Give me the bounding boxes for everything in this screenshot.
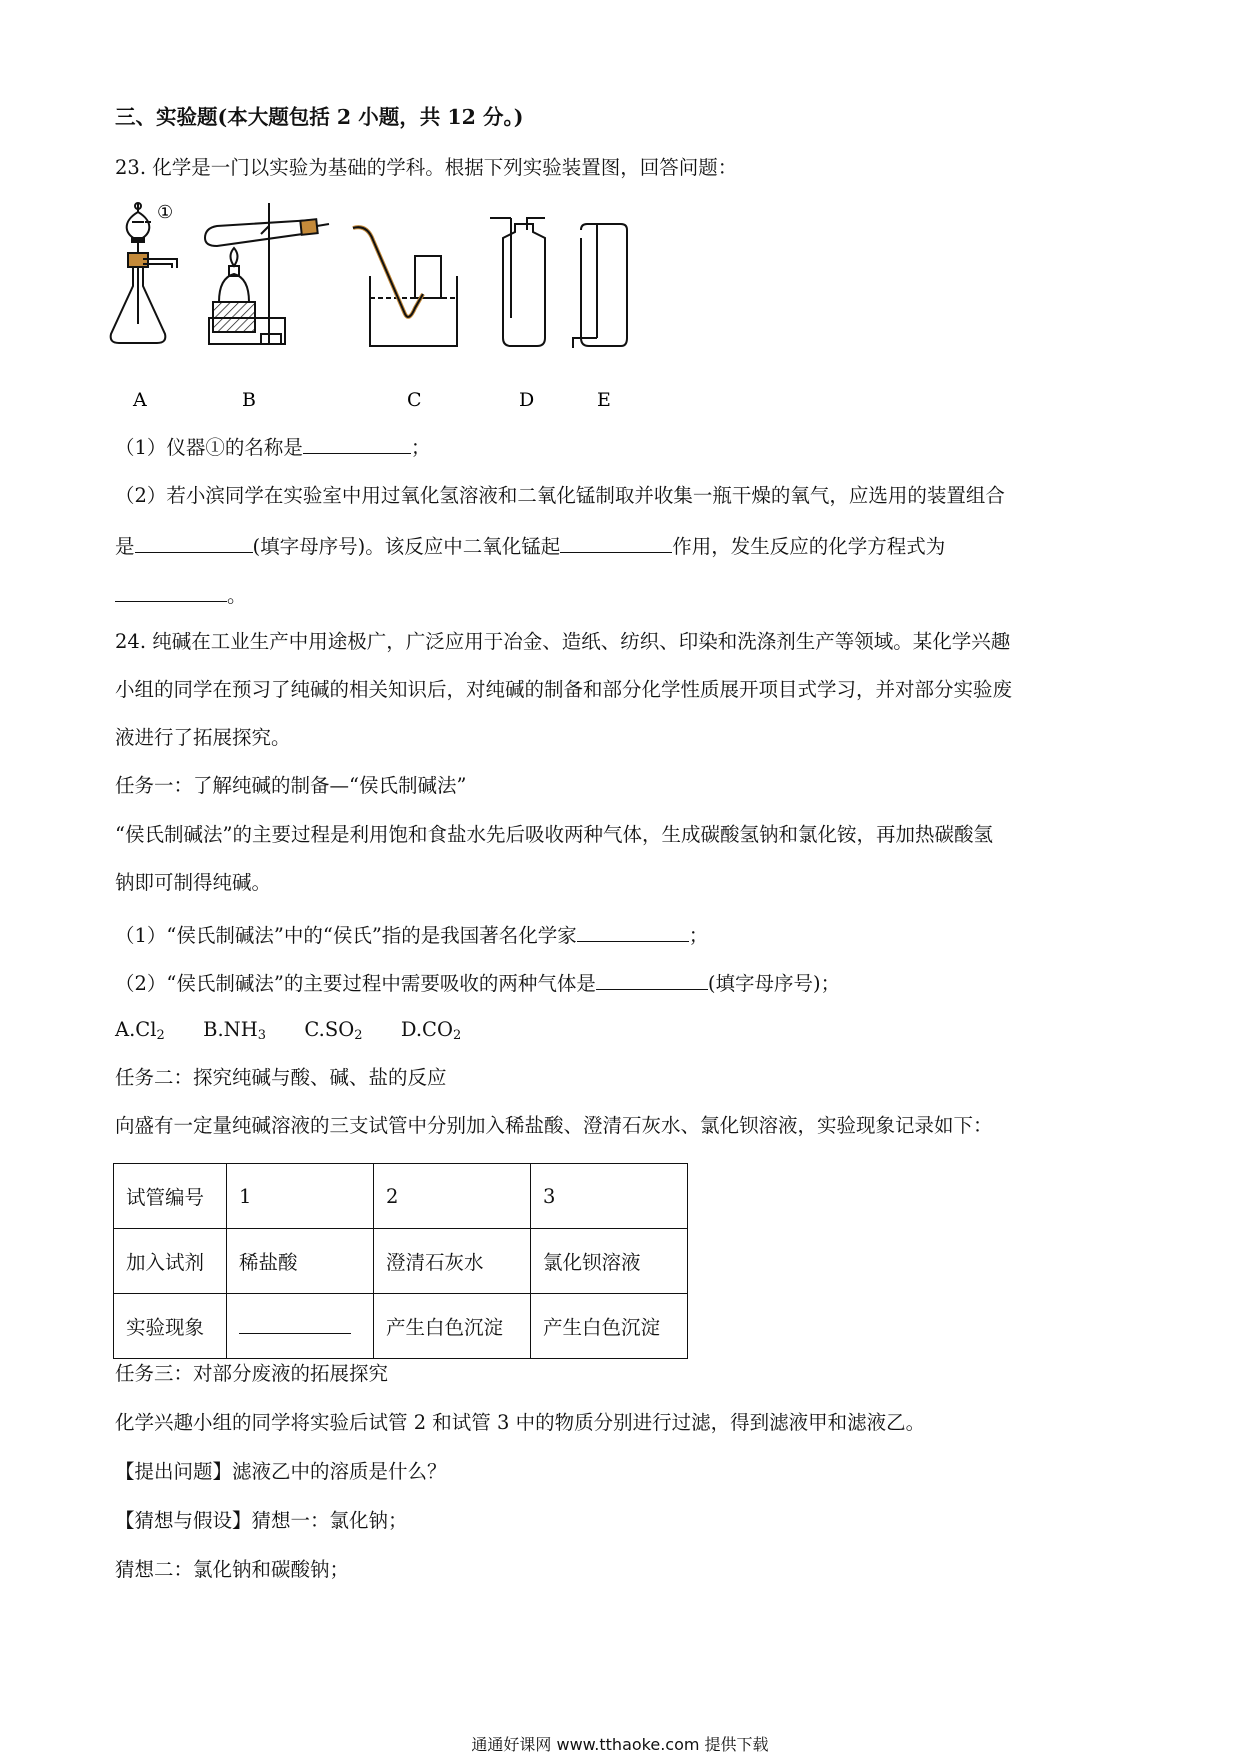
answer-blank[interactable] [303, 433, 411, 454]
task1-q2-text: （2）“侯氏制碱法”的主要过程中需要吸收的两种气体是 [115, 972, 596, 995]
task1-title: 任务一：了解纯碱的制备—“侯氏制碱法” [115, 774, 467, 797]
task1-desc1: “侯氏制碱法”的主要过程是利用饱和食盐水先后吸收两种气体，生成碳酸氢钠和氯化铵，再加热碳酸氢 [115, 823, 993, 846]
q23-part2-line2 [115, 532, 945, 560]
q23-part2-a: 是 [115, 535, 135, 558]
option-c: $C.SO_2$ [304, 1018, 363, 1043]
answer-blank[interactable] [135, 532, 253, 553]
q24-line2: 小组的同学在预习了纯碱的相关知识后，对纯碱的制备和部分化学性质展开项目式学习，并对部分实验废 [115, 678, 1013, 701]
q23-part1-text: （1）仪器①的名称是 [115, 436, 303, 459]
q24-line1: 24. 纯碱在工业生产中用途极广，广泛应用于冶金、造纸、纺织、印染和洗涤剂生产等领域。某化学兴趣 [115, 630, 1011, 653]
table-cell: 1 [227, 1164, 374, 1229]
answer-blank[interactable] [115, 581, 227, 602]
question-prompt: 【提出问题】滤液乙中的溶质是什么？ [115, 1460, 447, 1483]
q23-part1-end: ； [410, 436, 431, 459]
table-cell: 产生白色沉淀 [374, 1294, 531, 1359]
task1-q1 [115, 921, 708, 949]
apparatus-e-collector [573, 224, 627, 348]
answer-blank[interactable] [239, 1313, 351, 1334]
figure-label-e: E [597, 389, 611, 410]
apparatus-d-bottle [490, 218, 545, 346]
table-cell: 加入试剂 [114, 1229, 227, 1294]
table-cell: 稀盐酸 [227, 1229, 374, 1294]
task1-q2 [115, 969, 840, 997]
apparatus-b-heating [205, 203, 329, 344]
q23-part2-b: (填字母序号)。该反应中二氧化锰起 [252, 535, 561, 558]
option-a: $A.Cl_2$ [115, 1018, 165, 1043]
task3-title: 任务三：对部分废液的拓展探究 [115, 1362, 389, 1385]
q23-part2-c: 作用，发生反应的化学方程式为 [672, 535, 946, 558]
task1-desc2: 钠即可制得纯碱。 [115, 871, 272, 894]
q23-part2-line1: （2）若小滨同学在实验室中用过氧化氢溶液和二氧化锰制取并收集一瓶干燥的氧气，应选用的装置组合 [115, 484, 1005, 507]
apparatus-a-flask [111, 203, 177, 343]
q23-part2-line3 [115, 581, 247, 609]
table-row [114, 1164, 688, 1229]
figure-label-c: C [407, 389, 422, 410]
q23-part1 [115, 433, 430, 461]
experiment-table [113, 1163, 688, 1359]
table-cell: 澄清石灰水 [374, 1229, 531, 1294]
apparatus-c-water-trough [353, 227, 457, 346]
option-b: $B.NH_3$ [203, 1018, 267, 1043]
table-cell: 实验现象 [114, 1294, 227, 1359]
table-cell: 试管编号 [114, 1164, 227, 1229]
task1-q2-end: (填字母序号)； [707, 972, 841, 995]
task2-title: 任务二：探究纯碱与酸、碱、盐的反应 [115, 1066, 447, 1089]
hypothesis-1: 【猜想与假设】猜想一：氯化钠； [115, 1509, 408, 1532]
figure-label-a: A [133, 389, 147, 410]
table-cell: 氯化钡溶液 [531, 1229, 688, 1294]
answer-blank[interactable] [596, 969, 708, 990]
answer-blank[interactable] [577, 921, 689, 942]
table-row [114, 1294, 688, 1359]
apparatus-figure [105, 198, 725, 410]
option-d: $D.CO_2$ [400, 1018, 462, 1043]
section-title: 三、实验题(本大题包括 2 小题，共 12 分。) [115, 105, 524, 129]
q24-line3: 液进行了拓展探究。 [115, 726, 291, 749]
answer-blank[interactable] [560, 532, 672, 553]
apparatus-a-marker: ① [157, 202, 174, 223]
task2-desc: 向盛有一定量纯碱溶液的三支试管中分别加入稀盐酸、澄清石灰水、氯化钡溶液，实验现象记录如下： [115, 1114, 993, 1137]
task1-q1-end: ； [688, 924, 709, 947]
table-cell: 产生白色沉淀 [531, 1294, 688, 1359]
table-cell: 2 [374, 1164, 531, 1229]
hypothesis-2: 猜想二：氯化钠和碳酸钠； [115, 1558, 350, 1581]
table-cell-answer[interactable] [227, 1294, 374, 1359]
question-23-stem: 23. 化学是一门以实验为基础的学科。根据下列实验装置图，回答问题： [115, 156, 738, 179]
table-row [114, 1229, 688, 1294]
figure-label-d: D [519, 389, 535, 410]
task3-desc: 化学兴趣小组的同学将实验后试管 2 和试管 3 中的物质分别进行过滤，得到滤液甲和滤液乙。 [115, 1411, 926, 1434]
figure-label-b: B [242, 389, 256, 410]
q23-part2-end: 。 [227, 584, 247, 607]
task1-q1-text: （1）“侯氏制碱法”中的“侯氏”指的是我国著名化学家 [115, 924, 577, 947]
footer: 通通好课网 www.tthaoke.com 提供下载 [471, 1735, 769, 1754]
gas-options [115, 1017, 461, 1043]
table-cell: 3 [531, 1164, 688, 1229]
